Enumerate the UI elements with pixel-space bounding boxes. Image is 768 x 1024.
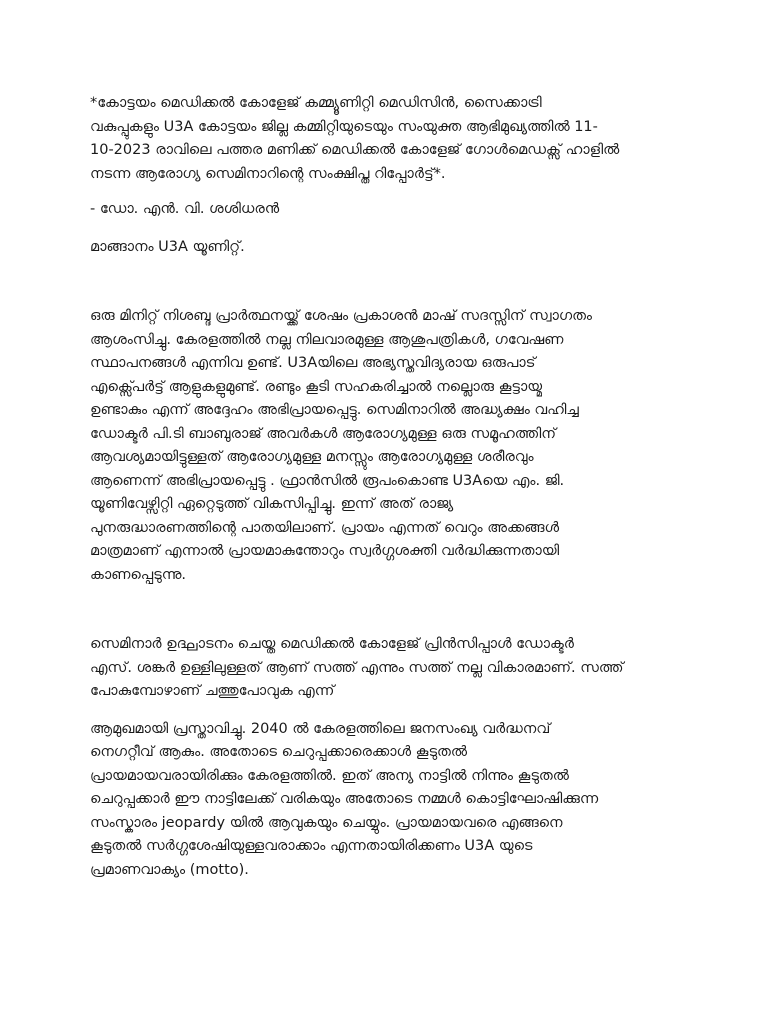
body-line: ആണെന്ന് അഭിപ്രായപ്പെട്ടു . ഫ്രാൻസിൽ രൂപംകൊണ്ട U3Aയെ എം. ജി.	[90, 472, 565, 489]
author-line: - ഡോ. എൻ. വി. ശശിധരൻ	[90, 201, 280, 217]
body-line: എസ്. ശങ്കർ ഉള്ളിലുള്ളത് ആണ് സത്ത് എന്നും സത്ത് നല്ല വികാരമാണ്. സത്ത്	[90, 659, 624, 676]
body-paragraph-introduction	[90, 718, 688, 883]
heading-line: നടന്ന ആരോഗ്യ സെമിനാറിന്റെ സംക്ഷിപ്ത റിപ്പോർട്ട്*.	[90, 165, 446, 182]
body-line: ആവശ്യമായിട്ടുള്ളത് ആരോഗ്യമുള്ള മനസ്സും ആരോഗ്യമുള്ള ശരീരവും	[90, 449, 534, 465]
body-line: കാണപ്പെടുന്നു.	[90, 566, 187, 583]
body-line: ആശംസിച്ചു. കേരളത്തിൽ നല്ല നിലവാരമുള്ള ആശുപത്രികൾ, ഗവേഷണ	[90, 331, 564, 348]
unit-line: മാങ്ങാനം U3A യൂണിറ്റ്.	[90, 238, 245, 255]
body-line: സംസ്കാരം jeopardy യിൽ ആവുകയും ചെയ്യും. പ്രായമായവരെ എങ്ങനെ	[90, 814, 563, 831]
heading-line: *കോട്ടയം മെഡിക്കൽ കോളേജ് കമ്മ്യൂണിറ്റി മെഡിസിൻ, സൈക്കാട്രി	[90, 95, 542, 111]
body-line: ആമുഖമായി പ്രസ്താവിച്ചു. 2040 ൽ കേരളത്തിലെ ജനസംഖ്യ വർദ്ധനവ്	[90, 720, 551, 737]
body-line: പ്രായമായവരായിരിക്കും കേരളത്തിൽ. ഇത് അന്യ നാട്ടിൽ നിന്നും കൂടുതൽ	[90, 767, 569, 784]
body-line: യൂണിവേഴ്സിറ്റി ഏറ്റെടുത്ത് വികസിപ്പിച്ചു. ഇന്ന് അത് രാജ്യ	[90, 496, 454, 512]
heading-line: വകുപ്പുകളും U3A കോട്ടയം ജില്ല കമ്മിറ്റിയുടെയും സംയുക്ത ആഭിമുഖ്യത്തിൽ 11-	[90, 118, 598, 135]
body-line: ഡോക്ടർ പി.ടി ബാബുരാജ് അവർകൾ ആരോഗ്യമുള്ള ഒരു സമൂഹത്തിന്	[90, 425, 556, 442]
heading-line: 10-2023 രാവിലെ പത്തര മണിക്ക് മെഡിക്കൽ കോളേജ് ഗോൾമെഡക്സ് ഹാളിൽ	[90, 142, 620, 158]
body-line: പോകുമ്പോഴാണ് ചത്തുപോവുക എന്ന്	[90, 683, 335, 699]
body-line: ഒരു മിനിറ്റ് നിശബ്ദ പ്രാർത്ഥനയ്ക്ക് ശേഷം പ്രകാശൻ മാഷ് സദസ്സിന് സ്വാഗതം	[90, 308, 592, 324]
body-line: ഉണ്ടാകും എന്ന് അദ്ദേഹം അഭിപ്രായപ്പെട്ടു. സെമിനാറിൽ അദ്ധ്യക്ഷം വഹിച്ച	[90, 402, 579, 418]
body-line: സ്ഥാപനങ്ങൾ എന്നിവ ഉണ്ട്. U3Aയിലെ അഭ്യസ്തവിദ്യരായ ഒരുപാട്	[90, 355, 536, 371]
body-line: ചെറുപ്പക്കാർ ഈ നാട്ടിലേക്ക് വരികയും അതോടെ നമ്മൾ കൊട്ടിഘോഷിക്കുന്ന	[90, 791, 599, 807]
body-line: എക്സ്പെർട്ട് ആളുകളുമുണ്ട്. രണ്ടും കൂടി സഹകരിച്ചാൽ നല്ലൊരു കൂട്ടായ്മ	[90, 378, 543, 395]
body-line: പുനരുദ്ധാരണത്തിന്റെ പാതയിലാണ്. പ്രായം എന്നത് വെറും അക്കങ്ങൾ	[90, 519, 560, 536]
body-line: നെഗറ്റീവ് ആകും. അതോടെ ചെറുപ്പക്കാരെക്കാൾ കൂടുതൽ	[90, 744, 468, 760]
body-paragraph-welcome	[90, 305, 688, 587]
report-heading	[90, 92, 688, 186]
body-line: പ്രമാണവാക്യം (motto).	[90, 861, 249, 878]
body-line: സെമിനാർ ഉദ്ഘാടനം ചെയ്ത മെഡിക്കൽ കോളേജ് പ്രിൻസിപ്പാൾ ഡോക്ടർ	[90, 636, 574, 652]
body-line: മാത്രമാണ് എന്നാൽ പ്രായമാകുന്തോറും സ്വർഗ്ഗശക്തി വർദ്ധിക്കുന്നതായി	[90, 543, 560, 559]
body-paragraph-inauguration	[90, 633, 688, 704]
body-line: കൂടുതൽ സർഗ്ഗശേഷിയുള്ളവരാക്കാം എന്നതായിരിക്കണം U3A യുടെ	[90, 838, 533, 854]
